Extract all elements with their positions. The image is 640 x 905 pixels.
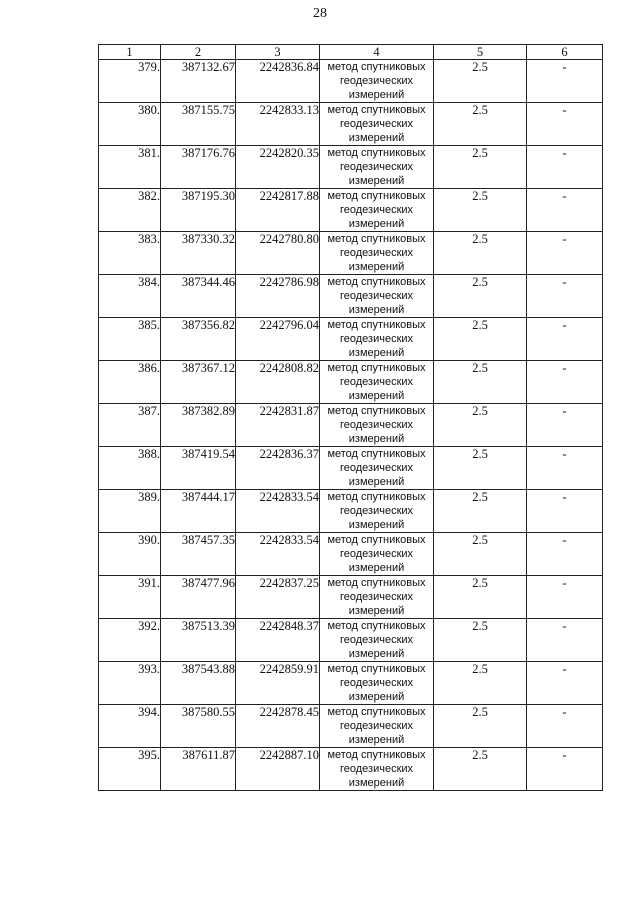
method-cell: метод спутниковых геодезических измерений — [320, 705, 434, 748]
table-row — [99, 275, 603, 318]
table-row — [99, 490, 603, 533]
table-row — [99, 189, 603, 232]
accuracy-cell: 2.5 — [434, 232, 527, 275]
note-cell: - — [527, 748, 603, 791]
accuracy-cell: 2.5 — [434, 490, 527, 533]
x-coordinate-cell: 387457.35 — [161, 533, 236, 576]
table-header-row — [99, 45, 603, 60]
note-cell: - — [527, 576, 603, 619]
method-cell: метод спутниковых геодезических измерений — [320, 447, 434, 490]
y-coordinate-cell: 2242796.04 — [236, 318, 320, 361]
x-coordinate-cell: 387419.54 — [161, 447, 236, 490]
method-cell: метод спутниковых геодезических измерений — [320, 404, 434, 447]
table-row — [99, 662, 603, 705]
x-coordinate-cell: 387356.82 — [161, 318, 236, 361]
table-row — [99, 705, 603, 748]
accuracy-cell: 2.5 — [434, 447, 527, 490]
table-row — [99, 404, 603, 447]
point-number-cell: 392. — [99, 619, 161, 662]
page-number: 28 — [313, 6, 327, 21]
table-row — [99, 361, 603, 404]
x-coordinate-cell: 387195.30 — [161, 189, 236, 232]
note-cell: - — [527, 275, 603, 318]
note-cell: - — [527, 533, 603, 576]
method-cell: метод спутниковых геодезических измерений — [320, 275, 434, 318]
x-coordinate-cell: 387155.75 — [161, 103, 236, 146]
point-number-cell: 380. — [99, 103, 161, 146]
y-coordinate-cell: 2242820.35 — [236, 146, 320, 189]
method-cell: метод спутниковых геодезических измерений — [320, 619, 434, 662]
accuracy-cell: 2.5 — [434, 576, 527, 619]
x-coordinate-cell: 387543.88 — [161, 662, 236, 705]
note-cell: - — [527, 619, 603, 662]
x-coordinate-cell: 387330.32 — [161, 232, 236, 275]
note-cell: - — [527, 490, 603, 533]
accuracy-cell: 2.5 — [434, 103, 527, 146]
accuracy-cell: 2.5 — [434, 60, 527, 103]
point-number-cell: 386. — [99, 361, 161, 404]
x-coordinate-cell: 387580.55 — [161, 705, 236, 748]
method-cell: метод спутниковых геодезических измерений — [320, 576, 434, 619]
method-cell: метод спутниковых геодезических измерений — [320, 60, 434, 103]
coordinates-table — [98, 44, 603, 791]
point-number-cell: 382. — [99, 189, 161, 232]
x-coordinate-cell: 387344.46 — [161, 275, 236, 318]
y-coordinate-cell: 2242887.10 — [236, 748, 320, 791]
point-number-cell: 394. — [99, 705, 161, 748]
table-row — [99, 232, 603, 275]
method-cell: метод спутниковых геодезических измерений — [320, 748, 434, 791]
method-cell: метод спутниковых геодезических измерений — [320, 146, 434, 189]
column-header-4: 4 — [320, 45, 434, 60]
method-cell: метод спутниковых геодезических измерений — [320, 189, 434, 232]
note-cell: - — [527, 404, 603, 447]
y-coordinate-cell: 2242833.54 — [236, 490, 320, 533]
y-coordinate-cell: 2242780.80 — [236, 232, 320, 275]
table-row — [99, 619, 603, 662]
y-coordinate-cell: 2242836.37 — [236, 447, 320, 490]
column-header-3: 3 — [236, 45, 320, 60]
point-number-cell: 387. — [99, 404, 161, 447]
point-number-cell: 383. — [99, 232, 161, 275]
accuracy-cell: 2.5 — [434, 619, 527, 662]
note-cell: - — [527, 103, 603, 146]
method-cell: метод спутниковых геодезических измерений — [320, 662, 434, 705]
table-row — [99, 447, 603, 490]
point-number-cell: 384. — [99, 275, 161, 318]
x-coordinate-cell: 387444.17 — [161, 490, 236, 533]
column-header-2: 2 — [161, 45, 236, 60]
note-cell: - — [527, 60, 603, 103]
note-cell: - — [527, 189, 603, 232]
y-coordinate-cell: 2242848.37 — [236, 619, 320, 662]
y-coordinate-cell: 2242859.91 — [236, 662, 320, 705]
accuracy-cell: 2.5 — [434, 533, 527, 576]
method-cell: метод спутниковых геодезических измерений — [320, 361, 434, 404]
point-number-cell: 393. — [99, 662, 161, 705]
y-coordinate-cell: 2242831.87 — [236, 404, 320, 447]
note-cell: - — [527, 232, 603, 275]
table-row — [99, 318, 603, 361]
y-coordinate-cell: 2242878.45 — [236, 705, 320, 748]
accuracy-cell: 2.5 — [434, 189, 527, 232]
y-coordinate-cell: 2242833.13 — [236, 103, 320, 146]
x-coordinate-cell: 387176.76 — [161, 146, 236, 189]
y-coordinate-cell: 2242817.88 — [236, 189, 320, 232]
method-cell: метод спутниковых геодезических измерений — [320, 533, 434, 576]
note-cell: - — [527, 662, 603, 705]
x-coordinate-cell: 387132.67 — [161, 60, 236, 103]
x-coordinate-cell: 387477.96 — [161, 576, 236, 619]
y-coordinate-cell: 2242836.84 — [236, 60, 320, 103]
point-number-cell: 391. — [99, 576, 161, 619]
note-cell: - — [527, 146, 603, 189]
method-cell: метод спутниковых геодезических измерений — [320, 232, 434, 275]
point-number-cell: 379. — [99, 60, 161, 103]
y-coordinate-cell: 2242786.98 — [236, 275, 320, 318]
point-number-cell: 381. — [99, 146, 161, 189]
point-number-cell: 395. — [99, 748, 161, 791]
y-coordinate-cell: 2242808.82 — [236, 361, 320, 404]
column-header-1: 1 — [99, 45, 161, 60]
note-cell: - — [527, 447, 603, 490]
note-cell: - — [527, 318, 603, 361]
accuracy-cell: 2.5 — [434, 146, 527, 189]
point-number-cell: 390. — [99, 533, 161, 576]
accuracy-cell: 2.5 — [434, 705, 527, 748]
table-row — [99, 576, 603, 619]
table-row — [99, 748, 603, 791]
accuracy-cell: 2.5 — [434, 318, 527, 361]
accuracy-cell: 2.5 — [434, 404, 527, 447]
note-cell: - — [527, 361, 603, 404]
method-cell: метод спутниковых геодезических измерений — [320, 103, 434, 146]
y-coordinate-cell: 2242837.25 — [236, 576, 320, 619]
table-row — [99, 60, 603, 103]
point-number-cell: 388. — [99, 447, 161, 490]
point-number-cell: 385. — [99, 318, 161, 361]
y-coordinate-cell: 2242833.54 — [236, 533, 320, 576]
accuracy-cell: 2.5 — [434, 361, 527, 404]
accuracy-cell: 2.5 — [434, 275, 527, 318]
x-coordinate-cell: 387382.89 — [161, 404, 236, 447]
table-row — [99, 103, 603, 146]
x-coordinate-cell: 387513.39 — [161, 619, 236, 662]
method-cell: метод спутниковых геодезических измерений — [320, 318, 434, 361]
note-cell: - — [527, 705, 603, 748]
accuracy-cell: 2.5 — [434, 662, 527, 705]
x-coordinate-cell: 387367.12 — [161, 361, 236, 404]
column-header-5: 5 — [434, 45, 527, 60]
method-cell: метод спутниковых геодезических измерений — [320, 490, 434, 533]
column-header-6: 6 — [527, 45, 603, 60]
x-coordinate-cell: 387611.87 — [161, 748, 236, 791]
point-number-cell: 389. — [99, 490, 161, 533]
accuracy-cell: 2.5 — [434, 748, 527, 791]
table-body — [99, 60, 603, 791]
table-row — [99, 146, 603, 189]
table-row — [99, 533, 603, 576]
